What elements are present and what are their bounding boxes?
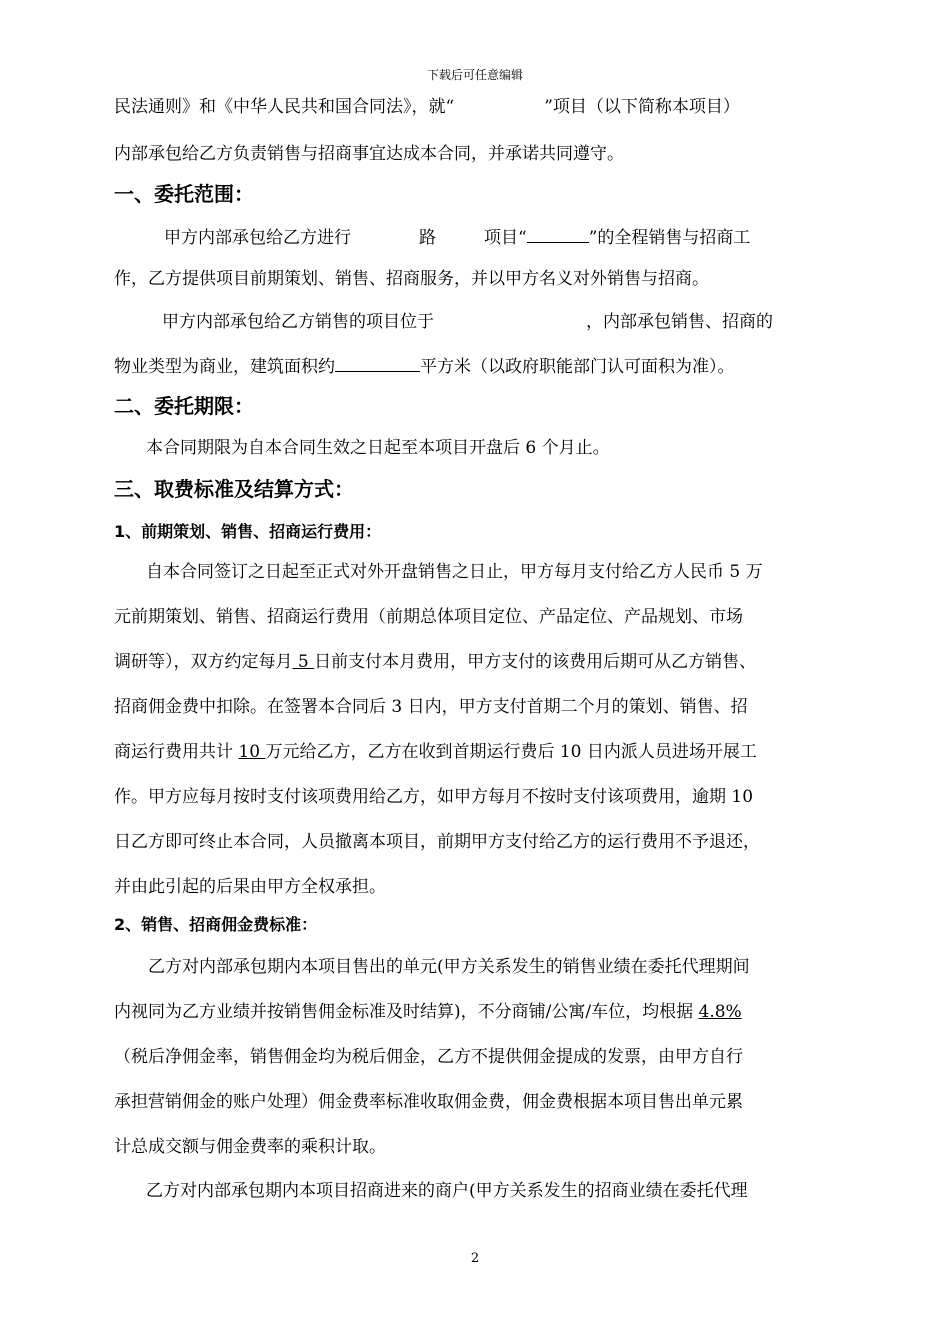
s3-para-b-2 [114, 1001, 742, 1023]
s3-para-b-1: 乙方对内部承包期内本项目售出的单元(甲方关系发生的销售业绩在委托代理期间 [148, 957, 750, 977]
s3-para-a-2: 元前期策划、销售、招商运行费用（前期总体项目定位、产品定位、产品规划、市场 [114, 607, 743, 627]
s3-para-b-3: （税后净佣金率，销售佣金均为税后佣金，乙方不提供佣金提成的发票，由甲方自行 [114, 1047, 743, 1067]
s1-line-3 [162, 311, 773, 333]
s1-line-1 [164, 226, 750, 249]
s3-para-a-5 [114, 741, 757, 763]
text: 项目“ [484, 228, 527, 248]
s3-para-a-7: 日乙方即可终止本合同，人员撤离本项目，前期甲方支付给乙方的运行费用不予退还， [114, 832, 760, 852]
underlined-value: 5 [292, 652, 315, 672]
text: 甲方内部承包给乙方进行 [164, 228, 351, 248]
s3-para-b-5: 计总成交额与佣金费率的乘积计取。 [114, 1137, 386, 1157]
text: ，内部承包销售、招商的 [586, 312, 773, 332]
s3-para-c-1: 乙方对内部承包期内本项目招商进来的商户(甲方关系发生的招商业绩在委托代理 [146, 1181, 748, 1201]
text: 平方米（以政府职能部门认可面积为准）。 [420, 357, 735, 377]
section-2-title: 二、委托期限： [114, 394, 254, 418]
s2-line-1: 本合同期限为自本合同生效之日起至本项目开盘后 6 个月止。 [146, 438, 610, 458]
section-3-title: 三、取费标准及结算方式： [114, 477, 354, 501]
page-header: 下载后可任意编辑 [426, 68, 523, 82]
s3-para-a-4: 招商佣金费中扣除。在签署本合同后 3 日内，甲方支付首期二个月的策划、销售、招 [114, 697, 748, 717]
text: 万元给乙方，乙方在收到首期运行费后 10 日内派人员进场开展工 [265, 742, 757, 762]
s3-subheading-2: 2、销售、招商佣金费标准： [114, 915, 318, 934]
text: 日前支付本月费用，甲方支付的该费用后期可从乙方销售、 [314, 652, 757, 672]
s3-para-a-6: 作。甲方应每月按时支付该项费用给乙方，如甲方每月不按时支付该项费用，逾期 10 [114, 787, 754, 807]
page-number: 2 [470, 1251, 480, 1266]
intro-line-2: 内部承包给乙方负责销售与招商事宜达成本合同，并承诺共同遵守。 [114, 144, 624, 164]
text: 商运行费用共计 [114, 742, 239, 762]
text: ”的全程销售与招商工 [588, 228, 751, 248]
s3-para-a-3 [114, 651, 756, 673]
s3-subheading-1: 1、前期策划、销售、招商运行费用： [114, 522, 382, 541]
intro-line-1 [114, 96, 740, 118]
underlined-value: 10 [238, 742, 266, 762]
text: 物业类型为商业，建筑面积约 [114, 357, 335, 377]
blank-field [527, 226, 589, 243]
text: 路 [419, 228, 436, 248]
commission-rate: 4.8% [698, 1002, 742, 1022]
text: ”项目（以下简称本项目） [544, 97, 740, 117]
text: 民法通则》和《中华人民共和国合同法》，就“ [114, 97, 455, 117]
text: 甲方内部承包给乙方销售的项目位于 [162, 312, 434, 332]
s1-line-2: 作，乙方提供项目前期策划、销售、招商服务，并以甲方名义对外销售与招商。 [114, 269, 709, 289]
s1-line-4 [114, 355, 735, 378]
s3-para-b-4: 承担营销佣金的账户处理）佣金费率标准收取佣金费，佣金费根据本项目售出单元累 [114, 1092, 743, 1112]
blank-field [335, 355, 420, 372]
s3-para-a-1: 自本合同签订之日起至正式对外开盘销售之日止，甲方每月支付给乙方人民币 5 万 [146, 562, 763, 582]
s3-para-a-8: 并由此引起的后果由甲方全权承担。 [114, 877, 386, 897]
text: 调研等），双方约定每月 [114, 652, 293, 672]
text: 内视同为乙方业绩并按销售佣金标准及时结算)，不分商铺/公寓/车位，均根据 [114, 1002, 699, 1022]
section-1-title: 一、委托范围： [114, 182, 254, 206]
